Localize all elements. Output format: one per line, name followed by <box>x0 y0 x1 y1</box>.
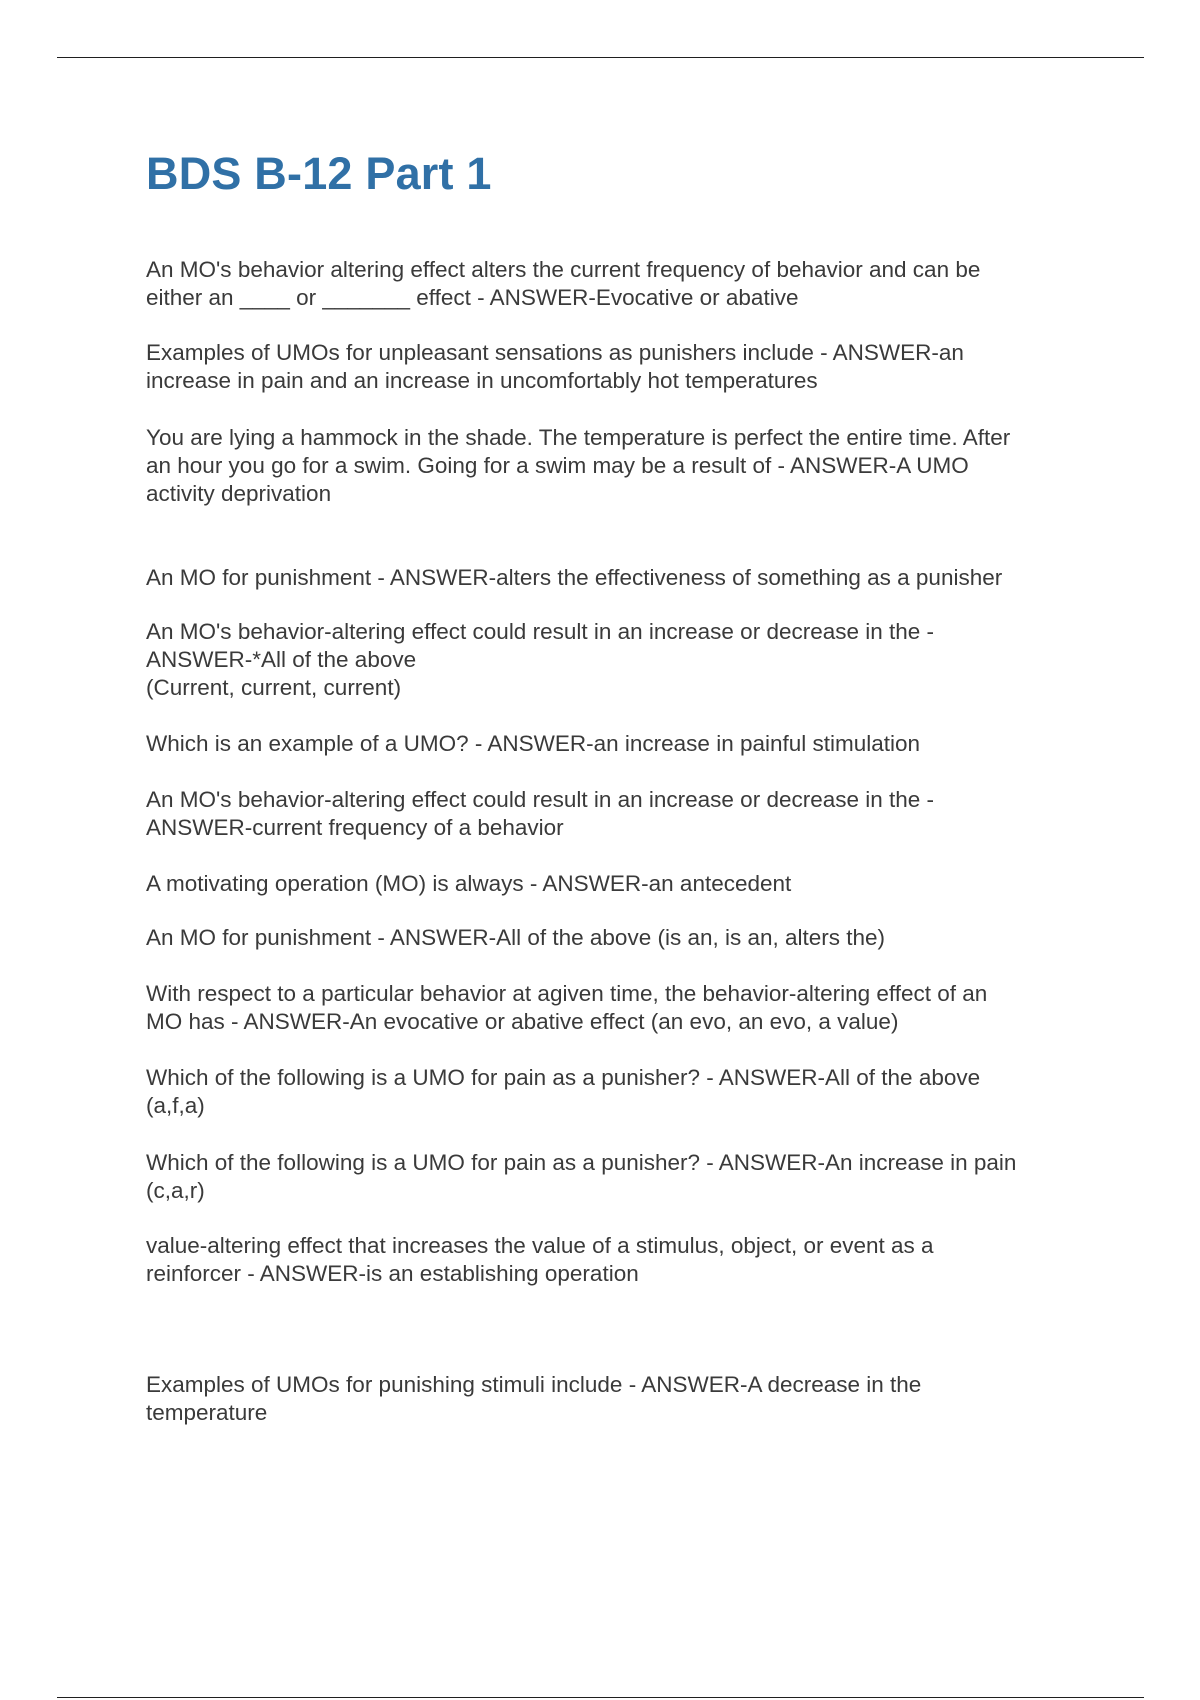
bottom-divider <box>57 1697 1144 1698</box>
qa-item-11: Which of the following is a UMO for pain as a punisher? - ANSWER-All of the above (a,f,a) <box>146 1065 981 1118</box>
page-title: BDS B-12 Part 1 <box>146 148 492 199</box>
qa-item-13: value-altering effect that increases the value of a stimulus, object, or event as a reinforcer - ANSWER-is an establishing operation <box>146 1233 934 1286</box>
qa-item-9: An MO for punishment - ANSWER-All of the above (is an, is an, alters the) <box>146 925 886 950</box>
qa-item-14: Examples of UMOs for punishing stimuli include - ANSWER-A decrease in the temperature <box>146 1372 922 1425</box>
qa-item-10: With respect to a particular behavior at agiven time, the behavior-altering effect of an MO has - ANSWER-An evocative or abative effect (an evo, an evo, a value) <box>146 981 988 1034</box>
qa-item-8: A motivating operation (MO) is always - ANSWER-an antecedent <box>146 871 792 896</box>
top-divider <box>57 57 1144 58</box>
qa-item-12: Which of the following is a UMO for pain as a punisher? - ANSWER-An increase in pain (c,a,r) <box>146 1150 1017 1203</box>
qa-item-1: An MO's behavior altering effect alters the current frequency of behavior and can be either an ____ or _______ effect - ANSWER-Evocative or abative <box>146 257 981 310</box>
qa-item-3: You are lying a hammock in the shade. The temperature is perfect the entire time. After an hour you go for a swim. Going for a swim may be a result of - ANSWER-A UMO activity deprivation <box>146 425 1011 506</box>
qa-item-4: An MO for punishment - ANSWER-alters the effectiveness of something as a punisher <box>146 565 1003 590</box>
qa-item-5: An MO's behavior-altering effect could result in an increase or decrease in the - ANSWER-*All of the above (Current, current, current) <box>146 619 935 700</box>
qa-item-7: An MO's behavior-altering effect could result in an increase or decrease in the - ANSWER-current frequency of a behavior <box>146 787 935 840</box>
qa-item-2: Examples of UMOs for unpleasant sensations as punishers include - ANSWER-an increase in pain and an increase in uncomfortably hot temperatures <box>146 340 964 393</box>
qa-item-6: Which is an example of a UMO? - ANSWER-an increase in painful stimulation <box>146 731 921 756</box>
